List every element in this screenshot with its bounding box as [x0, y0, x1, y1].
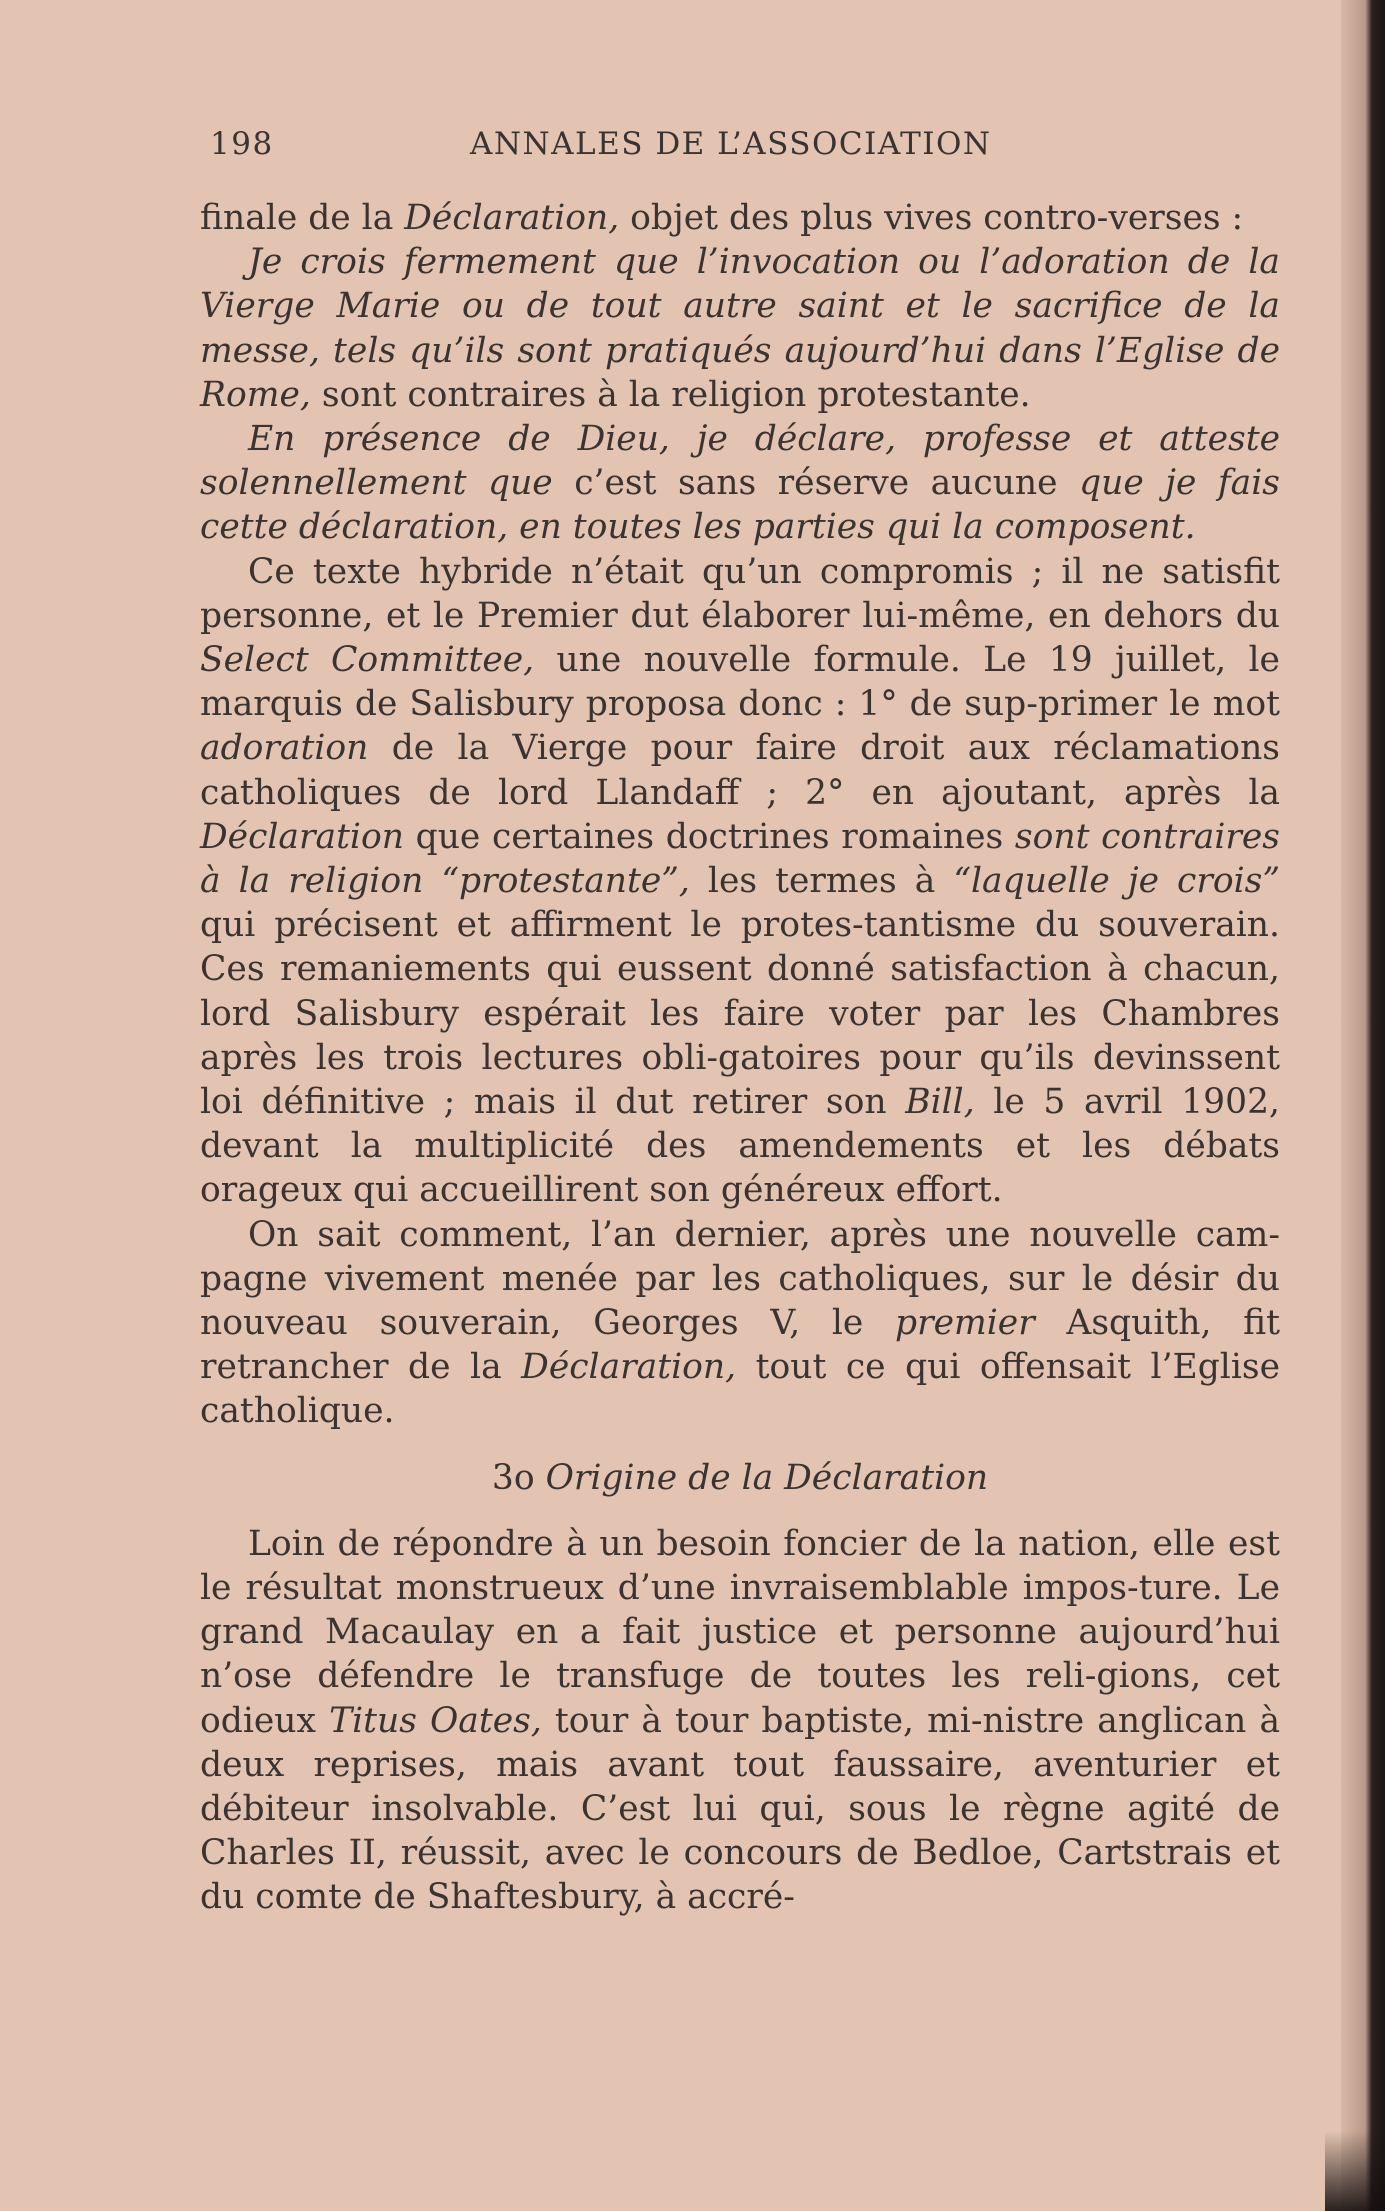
page-edge-shadow [1341, 0, 1385, 2211]
italic-text-run: “laquelle je crois” [953, 861, 1280, 902]
italic-text-run: adoration [200, 728, 369, 769]
paragraph [200, 240, 1280, 417]
italic-text-run: Déclaration, [404, 198, 620, 238]
text-run: Loin de répondre à un besoin foncier de la nation, elle est le résultat monstrueux d’une invraisemblable impos-ture. Le grand Macaulay en a fait justice et personne aujourd’hui n’ose défendre le transfuge de toutes les reli-gions, cet odieux [200, 1523, 1280, 1741]
page-number: 198 [210, 126, 274, 162]
section-heading [200, 1434, 1280, 1522]
text-run: que certaines doctrines romaines [403, 816, 1015, 857]
paragraph [200, 417, 1280, 550]
text-run: Asquith, fit retrancher de la [200, 1303, 1280, 1388]
text-run: tout ce qui offensait l’Eglise catholique. [200, 1347, 1280, 1432]
text-run: sont contraires à la religion protestante. [310, 374, 1031, 415]
paragraph [200, 550, 1280, 1213]
italic-text-run: sont contraires à la religion “protestante”, [200, 816, 1280, 902]
text-run: finale de la [200, 198, 405, 238]
paragraph [200, 196, 1280, 240]
italic-text-run: Déclaration [200, 816, 404, 857]
italic-text-run: Origine de la Déclaration [545, 1457, 989, 1498]
text-run: Ce texte hybride n’était qu’un compromis ; il ne satisfit personne, et le Premier dut élaborer lui-même, en dehors du [200, 551, 1280, 636]
text-run: c’est sans réserve aucune [552, 463, 1080, 504]
text-run: une nouvelle formule. Le 19 juillet, le marquis de Salisbury proposa donc : 1° de sup-primer le mot [200, 640, 1280, 725]
paragraph [200, 1522, 1280, 1920]
text-run: le 5 avril 1902, devant la multiplicité des amendements et les débats orageux qui accueillirent son généreux effort. [200, 1082, 1280, 1211]
page-header [210, 126, 1280, 172]
italic-text-run: que je fais cette déclaration, en toutes les parties qui la composent. [200, 463, 1280, 548]
text-run: objet des plus vives contro-verses : [619, 198, 1244, 238]
text-run: On sait comment, l’an dernier, après une nouvelle cam-pagne vivement menée par les catholiques, sur le désir du nouveau souverain, Georges V, le [200, 1214, 1280, 1344]
text-run: tour à tour baptiste, mi-nistre anglican à deux reprises, mais avant tout faussaire, aventurier et débiteur insolvable. C’est lui qui, sous le règne agité de Charles II, réussit, avec le concours de Bedloe, Cartstrais et du comte de Shaftesbury, à accré- [200, 1700, 1281, 1918]
italic-text-run: Select Committee, [200, 640, 535, 681]
text-run: qui précisent et affirment le protes-tantisme du souverain. Ces remaniements qui eussent donné satisfaction à chacun, lord Salisbury espérait les faire voter par les Chambres après les trois lectures obli-gatoires pour qu’ils devinssent loi définitive ; mais il dut retirer son [200, 905, 1280, 1123]
paragraph [200, 1213, 1280, 1434]
text-run: de la Vierge pour faire droit aux réclamations catholiques de lord Llandaff ; 2° en ajoutant, après la [200, 728, 1280, 813]
italic-text-run: Bill, [905, 1082, 975, 1123]
italic-text-run: Je crois fermement que l’invocation ou l’adoration de la Vierge Marie ou de tout autre saint et le sacrifice de la messe, tels qu’ils sont pratiqués aujourd’hui dans l’Eglise de Rome, [200, 242, 1280, 415]
text-run: 3o [491, 1457, 546, 1498]
italic-text-run: Déclaration, [521, 1347, 737, 1388]
italic-text-run: En présence de Dieu, je déclare, professe et atteste solennellement que [200, 419, 1280, 504]
italic-text-run: premier [895, 1303, 1035, 1344]
body-text [200, 196, 1280, 1920]
page-corner-shadow [1325, 2131, 1385, 2211]
text-run: les termes à [689, 861, 954, 902]
italic-text-run: Titus Oates, [329, 1700, 542, 1741]
running-title: ANNALES DE L’ASSOCIATION [470, 126, 992, 162]
